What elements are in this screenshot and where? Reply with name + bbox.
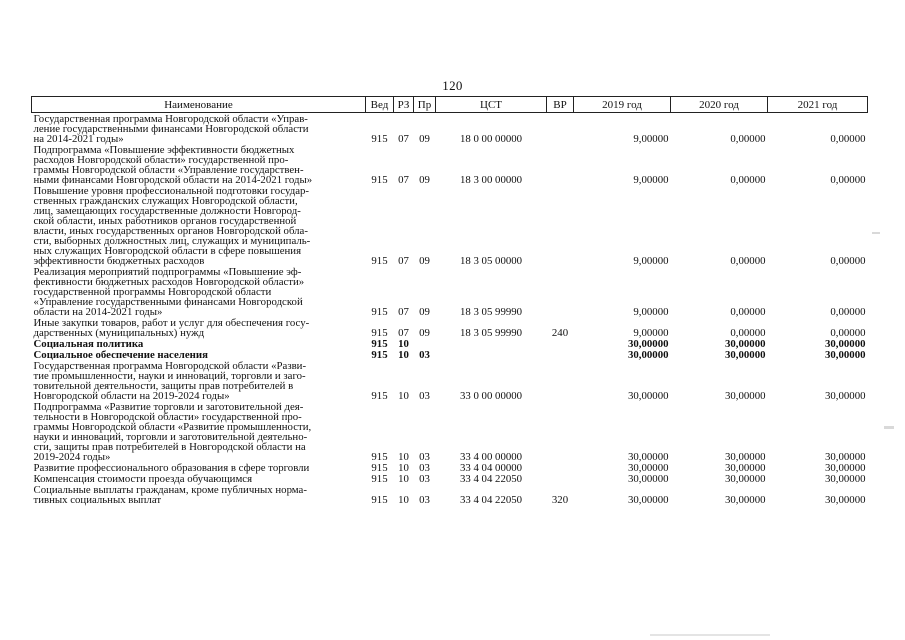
cell-2020: 30,00000 xyxy=(725,390,766,402)
cell-2020: 30,00000 xyxy=(725,494,766,506)
cell-pr: 03 xyxy=(419,473,430,485)
name-line: сти, выборных должностных лиц, служащих и муниципаль- xyxy=(33,235,311,247)
table-row xyxy=(32,360,868,401)
cell-cst: 18 3 05 99990 xyxy=(459,306,523,318)
cell-2021: 0,00000 xyxy=(830,133,866,145)
cell-rz: 10 xyxy=(398,473,409,485)
name-line: Подпрограмма «Развитие торговли и заготовительной дея- xyxy=(33,401,304,413)
cell-2019: 30,00000 xyxy=(628,390,669,402)
cell-2021: 30,00000 xyxy=(825,451,866,463)
cell-name xyxy=(32,349,366,360)
cell-pr: 09 xyxy=(419,133,430,145)
name-line: Повышение уровня профессиональной подготовки государ- xyxy=(33,185,310,197)
name-line: Социальное обеспечение населения xyxy=(33,349,208,361)
cell-vr xyxy=(547,338,574,349)
cell-name xyxy=(32,144,366,185)
cell-ved: 915 xyxy=(371,462,388,474)
header-vr: ВР xyxy=(547,97,574,113)
table-row xyxy=(32,484,868,505)
cell-cst: 33 4 04 22050 xyxy=(459,473,523,485)
cell-2019: 9,00000 xyxy=(633,133,669,145)
cell-pr: 09 xyxy=(419,306,430,318)
header-2019: 2019 год xyxy=(574,97,671,113)
cell-2020: 30,00000 xyxy=(725,473,766,485)
cell-2020: 0,00000 xyxy=(730,133,766,145)
cell-cst: 18 0 00 00000 xyxy=(459,133,523,145)
cell-rz: 07 xyxy=(398,133,409,145)
header-pr: Пр xyxy=(414,97,436,113)
cell-rz: 10 xyxy=(398,462,409,474)
cell-2019: 30,00000 xyxy=(628,451,669,463)
name-line: ных служащих Новгородской области в сфере повышения xyxy=(33,245,302,257)
header-2020: 2020 год xyxy=(671,97,768,113)
table-row xyxy=(32,338,868,349)
cell-name xyxy=(32,266,366,317)
name-line: 2019-2024 годы» xyxy=(33,451,111,463)
name-line: граммы Новгородской области «Развитие промышленности, xyxy=(33,421,312,433)
cell-2020: 0,00000 xyxy=(730,174,766,186)
cell-2019: 30,00000 xyxy=(628,462,669,474)
cell-name xyxy=(32,338,366,349)
table-row xyxy=(32,462,868,473)
cell-2021: 30,00000 xyxy=(825,390,866,402)
cell-vr: 320 xyxy=(551,494,569,506)
cell-pr: 09 xyxy=(419,255,430,267)
cell-ved: 915 xyxy=(371,451,388,463)
name-line: тие промышленности, науки и инноваций, торговли и заго- xyxy=(33,370,306,382)
cell-cst xyxy=(436,338,547,349)
name-line: «Управление государственными финансами Новгородской xyxy=(33,296,303,308)
cell-2021: 30,00000 xyxy=(825,338,866,350)
cell-name xyxy=(32,401,366,462)
cell-pr: 03 xyxy=(419,462,430,474)
cell-name xyxy=(32,462,366,473)
cell-ved: 915 xyxy=(371,494,388,506)
cell-ved: 915 xyxy=(371,255,388,267)
cell-rz: 10 xyxy=(398,451,409,463)
name-line: государственной программы Новгородской области xyxy=(33,286,272,298)
cell-vr xyxy=(547,360,574,401)
cell-2019: 9,00000 xyxy=(633,306,669,318)
cell-vr xyxy=(547,473,574,484)
name-line: на 2014-2021 годы» xyxy=(33,133,124,145)
name-line: области на 2014-2021 годы» xyxy=(33,306,163,318)
cell-name xyxy=(32,113,366,145)
table-header xyxy=(32,97,868,113)
table-row xyxy=(32,401,868,462)
name-line: власти, иных государственных органов Новгородской обла- xyxy=(33,225,308,237)
scan-mark xyxy=(872,232,880,234)
name-line: Государственная программа Новгородской области «Разви- xyxy=(33,360,307,372)
table-row xyxy=(32,144,868,185)
cell-rz: 07 xyxy=(398,306,409,318)
table-row xyxy=(32,317,868,338)
cell-pr xyxy=(414,338,436,349)
cell-2021: 0,00000 xyxy=(830,327,866,339)
cell-2020: 0,00000 xyxy=(730,327,766,339)
cell-pr: 03 xyxy=(419,494,430,506)
cell-pr: 09 xyxy=(419,327,430,339)
cell-2019: 9,00000 xyxy=(633,174,669,186)
cell-cst xyxy=(436,349,547,360)
name-line: Государственная программа Новгородской области «Управ- xyxy=(33,113,308,125)
header-ved: Вед xyxy=(366,97,394,113)
name-line: эффективности бюджетных расходов xyxy=(33,255,205,267)
table-row xyxy=(32,185,868,266)
header-2021: 2021 год xyxy=(768,97,868,113)
cell-cst: 33 4 04 22050 xyxy=(459,494,523,506)
cell-ved: 915 xyxy=(371,349,388,361)
cell-rz: 07 xyxy=(398,327,409,339)
cell-pr: 03 xyxy=(419,349,430,361)
cell-2020: 30,00000 xyxy=(725,451,766,463)
cell-ved: 915 xyxy=(371,338,388,350)
cell-cst: 33 4 04 00000 xyxy=(459,462,523,474)
cell-2020: 30,00000 xyxy=(725,338,766,350)
budget-table xyxy=(31,96,868,505)
name-line: Развитие профессионального образования в сфере торговли xyxy=(33,462,310,474)
name-line: тивных социальных выплат xyxy=(33,494,162,506)
name-line: ление государственными финансами Новгородской области xyxy=(33,123,309,135)
cell-2021: 0,00000 xyxy=(830,255,866,267)
table-row xyxy=(32,266,868,317)
cell-2020: 0,00000 xyxy=(730,255,766,267)
table-row xyxy=(32,349,868,360)
cell-ved: 915 xyxy=(371,390,388,402)
cell-rz: 07 xyxy=(398,255,409,267)
table-row xyxy=(32,113,868,145)
name-line: Социальная политика xyxy=(33,338,144,350)
name-line: лиц, замещающих государственные должности Новгород- xyxy=(33,205,301,217)
cell-vr xyxy=(547,266,574,317)
name-line: Компенсация стоимости проезда обучающимся xyxy=(33,473,253,485)
cell-cst: 18 3 05 00000 xyxy=(459,255,523,267)
cell-name xyxy=(32,185,366,266)
cell-2021: 30,00000 xyxy=(825,349,866,361)
cell-2019: 30,00000 xyxy=(628,494,669,506)
cell-name xyxy=(32,473,366,484)
cell-vr xyxy=(547,462,574,473)
header-cst: ЦСТ xyxy=(436,97,547,113)
cell-ved: 915 xyxy=(371,306,388,318)
cell-2021: 0,00000 xyxy=(830,174,866,186)
cell-name xyxy=(32,317,366,338)
cell-rz: 10 xyxy=(398,338,409,350)
cell-ved: 915 xyxy=(371,327,388,339)
cell-2021: 30,00000 xyxy=(825,462,866,474)
cell-2019: 30,00000 xyxy=(628,473,669,485)
name-line: науки и инноваций, торговли и заготовительной деятельно- xyxy=(33,431,308,443)
cell-vr xyxy=(547,113,574,145)
name-line: граммы Новгородской области «Управление государствен- xyxy=(33,164,304,176)
name-line: Иные закупки товаров, работ и услуг для обеспечения госу- xyxy=(33,317,310,329)
cell-ved: 915 xyxy=(371,174,388,186)
page-number: 120 xyxy=(442,78,463,93)
cell-2020: 30,00000 xyxy=(725,349,766,361)
cell-pr: 09 xyxy=(419,174,430,186)
cell-ved: 915 xyxy=(371,133,388,145)
name-line: Реализация мероприятий подпрограммы «Повышение эф- xyxy=(33,266,302,278)
cell-name xyxy=(32,360,366,401)
cell-name xyxy=(32,484,366,505)
cell-2020: 0,00000 xyxy=(730,306,766,318)
cell-vr xyxy=(547,144,574,185)
name-line: дарственных (муниципальных) нужд xyxy=(33,327,205,339)
table-row xyxy=(32,473,868,484)
cell-rz: 10 xyxy=(398,390,409,402)
name-line: сти, защиты прав потребителей в Новгородской области на xyxy=(33,441,306,453)
name-line: Подпрограмма «Повышение эффективности бюджетных xyxy=(33,144,295,156)
name-line: товительной деятельности, защиты прав потребителей в xyxy=(33,380,294,392)
cell-ved: 915 xyxy=(371,473,388,485)
cell-pr: 03 xyxy=(419,451,430,463)
cell-rz: 10 xyxy=(398,349,409,361)
cell-pr: 03 xyxy=(419,390,430,402)
cell-rz: 07 xyxy=(398,174,409,186)
name-line: Социальные выплаты гражданам, кроме публичных норма- xyxy=(33,484,307,496)
cell-vr: 240 xyxy=(551,327,569,339)
name-line: ственных гражданских служащих Новгородской области, xyxy=(33,195,298,207)
scan-mark xyxy=(650,634,770,636)
scan-mark xyxy=(884,426,894,429)
cell-cst: 18 3 00 00000 xyxy=(459,174,523,186)
name-line: расходов Новгородской области» государственной про- xyxy=(33,154,289,166)
table-body xyxy=(32,113,868,506)
cell-2019: 9,00000 xyxy=(633,327,669,339)
cell-rz: 10 xyxy=(398,494,409,506)
cell-vr xyxy=(547,349,574,360)
cell-2021: 30,00000 xyxy=(825,494,866,506)
header-rz: РЗ xyxy=(394,97,414,113)
cell-vr xyxy=(547,401,574,462)
cell-2019: 9,00000 xyxy=(633,255,669,267)
cell-2020: 30,00000 xyxy=(725,462,766,474)
cell-cst: 33 0 00 00000 xyxy=(459,390,523,402)
cell-2019: 30,00000 xyxy=(628,338,669,350)
name-line: фективности бюджетных расходов Новгородской области» xyxy=(33,276,305,288)
name-line: Новгородской области на 2019-2024 годы» xyxy=(33,390,230,402)
cell-2021: 0,00000 xyxy=(830,306,866,318)
cell-2021: 30,00000 xyxy=(825,473,866,485)
name-line: ской области, иных работников органов государственной xyxy=(33,215,297,227)
cell-cst: 33 4 00 00000 xyxy=(459,451,523,463)
header-name: Наименование xyxy=(32,97,366,113)
name-line: тельности в Новгородской области» государственной про- xyxy=(33,411,302,423)
cell-vr xyxy=(547,185,574,266)
cell-cst: 18 3 05 99990 xyxy=(459,327,523,339)
cell-2019: 30,00000 xyxy=(628,349,669,361)
name-line: ными финансами Новгородской области на 2014-2021 годы» xyxy=(33,174,313,186)
